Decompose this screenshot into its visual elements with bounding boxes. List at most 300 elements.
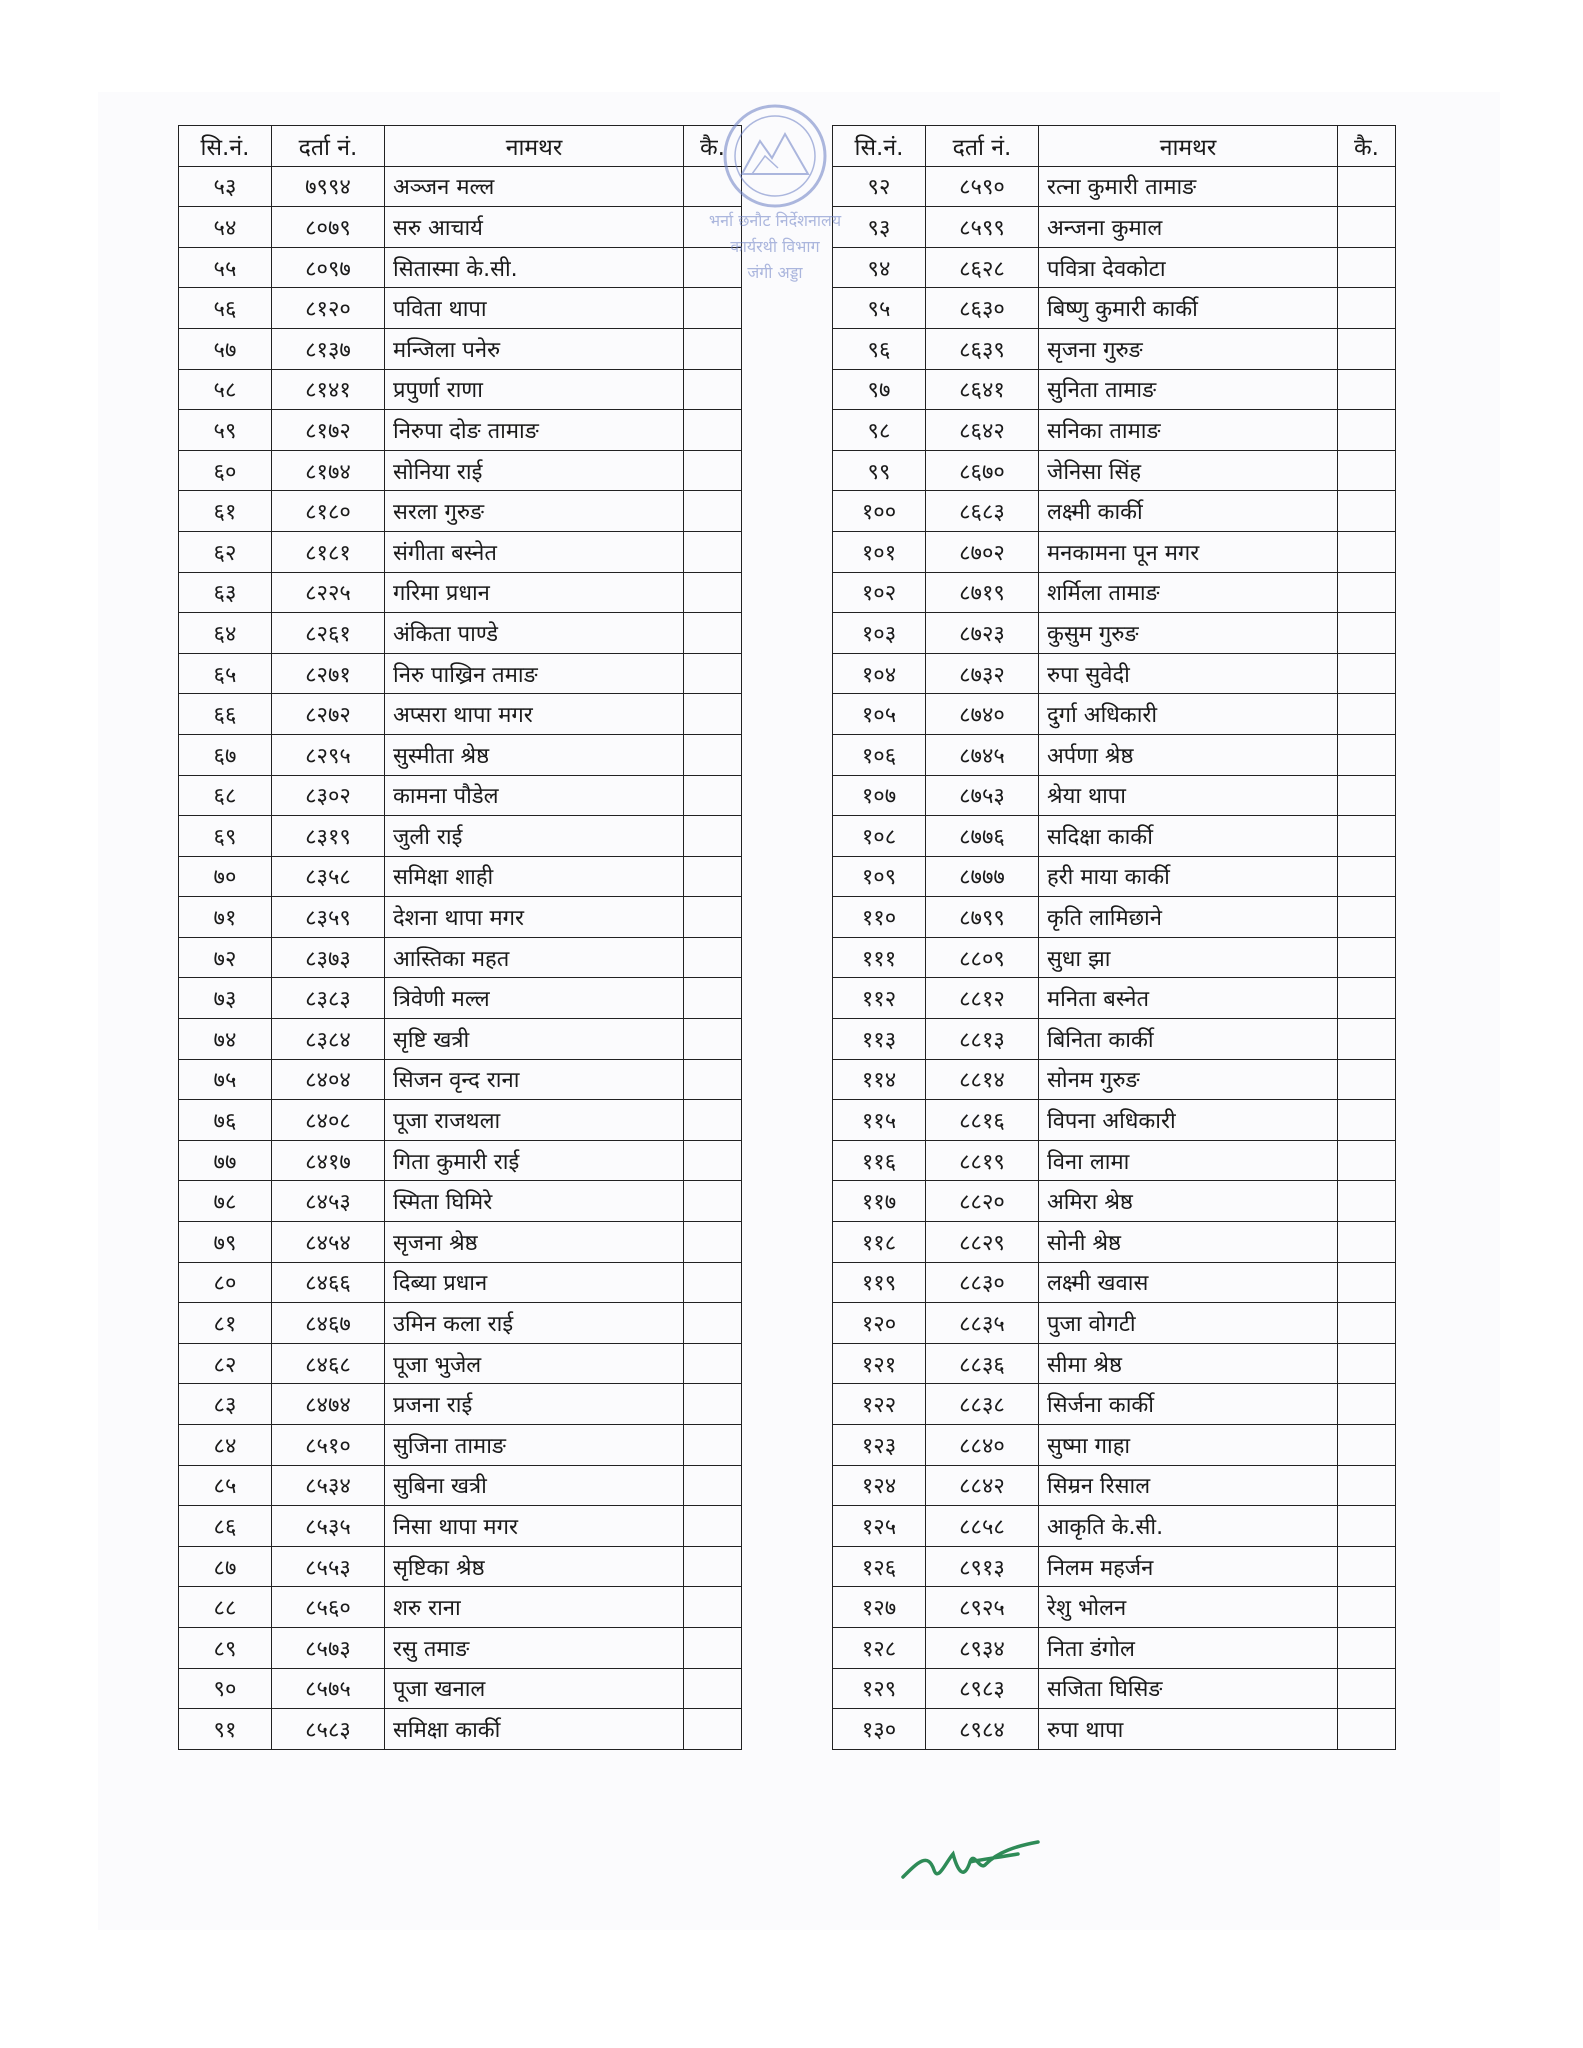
serial-cell: ९१ bbox=[179, 1709, 272, 1750]
table-row bbox=[833, 816, 1396, 857]
serial-cell: १०३ bbox=[833, 613, 926, 654]
remarks-cell bbox=[1338, 856, 1396, 897]
serial-cell: १२२ bbox=[833, 1384, 926, 1425]
remarks-cell bbox=[1338, 1587, 1396, 1628]
remarks-cell bbox=[1338, 653, 1396, 694]
registration-cell: ८८२० bbox=[926, 1181, 1039, 1222]
registration-cell: ८४०४ bbox=[272, 1059, 385, 1100]
table-row bbox=[179, 1059, 742, 1100]
table-row bbox=[179, 1506, 742, 1547]
remarks-cell bbox=[1338, 369, 1396, 410]
remarks-cell bbox=[1338, 572, 1396, 613]
header-serial: सि.नं. bbox=[833, 126, 926, 167]
name-cell: सृष्टि खत्री bbox=[385, 1019, 684, 1060]
remarks-cell bbox=[684, 1181, 742, 1222]
name-cell: सितास्मा के.सी. bbox=[385, 247, 684, 288]
registration-cell: ८८४० bbox=[926, 1425, 1039, 1466]
remarks-cell bbox=[1338, 328, 1396, 369]
header-registration: दर्ता नं. bbox=[272, 126, 385, 167]
serial-cell: १२३ bbox=[833, 1425, 926, 1466]
name-cell: रसु तमाङ bbox=[385, 1627, 684, 1668]
remarks-cell bbox=[684, 1627, 742, 1668]
table-row bbox=[179, 1425, 742, 1466]
serial-cell: ७६ bbox=[179, 1100, 272, 1141]
registration-cell: ८२९५ bbox=[272, 734, 385, 775]
remarks-cell bbox=[684, 1100, 742, 1141]
registration-cell: ८३७३ bbox=[272, 937, 385, 978]
name-cell: हरी माया कार्की bbox=[1039, 856, 1338, 897]
serial-cell: ६९ bbox=[179, 816, 272, 857]
registration-cell: ८८३६ bbox=[926, 1343, 1039, 1384]
remarks-cell bbox=[684, 1709, 742, 1750]
remarks-cell bbox=[684, 1059, 742, 1100]
serial-cell: ८१ bbox=[179, 1303, 272, 1344]
remarks-cell bbox=[1338, 1303, 1396, 1344]
registration-cell: ८१४१ bbox=[272, 369, 385, 410]
header-name: नामथर bbox=[1039, 126, 1338, 167]
table-row bbox=[833, 897, 1396, 938]
table-row bbox=[179, 653, 742, 694]
serial-cell: १२८ bbox=[833, 1627, 926, 1668]
header-registration: दर्ता नं. bbox=[926, 126, 1039, 167]
serial-cell: ५४ bbox=[179, 207, 272, 248]
serial-cell: १०८ bbox=[833, 816, 926, 857]
serial-cell: ६६ bbox=[179, 694, 272, 735]
name-cell: अमिरा श्रेष्ठ bbox=[1039, 1181, 1338, 1222]
registration-cell: ८८१३ bbox=[926, 1019, 1039, 1060]
table-row bbox=[833, 694, 1396, 735]
remarks-cell bbox=[684, 1303, 742, 1344]
registration-cell: ८७५३ bbox=[926, 775, 1039, 816]
name-cell: लक्ष्मी कार्की bbox=[1039, 491, 1338, 532]
name-cell: गिता कुमारी राई bbox=[385, 1140, 684, 1181]
table-row bbox=[833, 1709, 1396, 1750]
remarks-cell bbox=[684, 207, 742, 248]
name-cell: गरिमा प्रधान bbox=[385, 572, 684, 613]
remarks-cell bbox=[1338, 1425, 1396, 1466]
table-row bbox=[179, 572, 742, 613]
serial-cell: ९२ bbox=[833, 166, 926, 207]
remarks-cell bbox=[684, 653, 742, 694]
registration-cell: ८४७४ bbox=[272, 1384, 385, 1425]
table-row bbox=[833, 1506, 1396, 1547]
registration-cell: ८३१९ bbox=[272, 816, 385, 857]
registration-cell: ८८१४ bbox=[926, 1059, 1039, 1100]
name-cell: विपना अधिकारी bbox=[1039, 1100, 1338, 1141]
remarks-cell bbox=[1338, 450, 1396, 491]
table-row bbox=[833, 450, 1396, 491]
registration-cell: ८४५३ bbox=[272, 1181, 385, 1222]
registration-cell: ८२६१ bbox=[272, 613, 385, 654]
table-row bbox=[179, 856, 742, 897]
serial-cell: ५९ bbox=[179, 410, 272, 451]
name-cell: प्रजना राई bbox=[385, 1384, 684, 1425]
serial-cell: ७७ bbox=[179, 1140, 272, 1181]
remarks-cell bbox=[684, 1140, 742, 1181]
serial-cell: ७० bbox=[179, 856, 272, 897]
serial-cell: ११२ bbox=[833, 978, 926, 1019]
serial-cell: ११६ bbox=[833, 1140, 926, 1181]
remarks-cell bbox=[684, 613, 742, 654]
registration-cell: ८९३४ bbox=[926, 1627, 1039, 1668]
remarks-cell bbox=[684, 1668, 742, 1709]
name-cell: निता डंगोल bbox=[1039, 1627, 1338, 1668]
serial-cell: ८७ bbox=[179, 1546, 272, 1587]
registration-cell: ८१७२ bbox=[272, 410, 385, 451]
name-cell: समिक्षा शाही bbox=[385, 856, 684, 897]
serial-cell: १२५ bbox=[833, 1506, 926, 1547]
seal-text-3: जंगी अड्डा bbox=[747, 263, 803, 282]
serial-cell: ८० bbox=[179, 1262, 272, 1303]
serial-cell: ६१ bbox=[179, 491, 272, 532]
table-row bbox=[179, 491, 742, 532]
serial-cell: ११३ bbox=[833, 1019, 926, 1060]
remarks-cell bbox=[1338, 694, 1396, 735]
remarks-cell bbox=[1338, 1384, 1396, 1425]
remarks-cell bbox=[684, 1222, 742, 1263]
table-body-left bbox=[179, 166, 742, 1749]
name-cell: उमिन कला राई bbox=[385, 1303, 684, 1344]
name-cell: आस्तिका महत bbox=[385, 937, 684, 978]
serial-cell: ९९ bbox=[833, 450, 926, 491]
remarks-cell bbox=[684, 856, 742, 897]
remarks-cell bbox=[1338, 775, 1396, 816]
name-cell: बिष्णु कुमारी कार्की bbox=[1039, 288, 1338, 329]
remarks-cell bbox=[1338, 207, 1396, 248]
name-cell: सीमा श्रेष्ठ bbox=[1039, 1343, 1338, 1384]
remarks-cell bbox=[1338, 1709, 1396, 1750]
remarks-cell bbox=[1338, 978, 1396, 1019]
serial-cell: ६७ bbox=[179, 734, 272, 775]
registration-cell: ८७४५ bbox=[926, 734, 1039, 775]
name-cell: संगीता बस्नेत bbox=[385, 531, 684, 572]
table-row bbox=[179, 1303, 742, 1344]
serial-cell: ८६ bbox=[179, 1506, 272, 1547]
name-cell: पूजा खनाल bbox=[385, 1668, 684, 1709]
table-row bbox=[833, 207, 1396, 248]
registration-cell: ८०७९ bbox=[272, 207, 385, 248]
table-header-row bbox=[179, 126, 742, 167]
table-row bbox=[179, 775, 742, 816]
table-row bbox=[179, 1222, 742, 1263]
remarks-cell bbox=[684, 1343, 742, 1384]
table-row bbox=[179, 1100, 742, 1141]
registration-cell: ८९८४ bbox=[926, 1709, 1039, 1750]
serial-cell: ९५ bbox=[833, 288, 926, 329]
remarks-cell bbox=[1338, 1222, 1396, 1263]
remarks-cell bbox=[684, 1546, 742, 1587]
remarks-cell bbox=[1338, 1181, 1396, 1222]
serial-cell: ७२ bbox=[179, 937, 272, 978]
name-cell: सिर्जना कार्की bbox=[1039, 1384, 1338, 1425]
table-row bbox=[833, 978, 1396, 1019]
table-row bbox=[833, 937, 1396, 978]
table-row bbox=[179, 1140, 742, 1181]
registration-cell: ८१८१ bbox=[272, 531, 385, 572]
registration-cell: ८५८३ bbox=[272, 1709, 385, 1750]
name-cell: निरुपा दोङ तामाङ bbox=[385, 410, 684, 451]
table-row bbox=[179, 937, 742, 978]
name-cell: त्रिवेणी मल्ल bbox=[385, 978, 684, 1019]
serial-cell: ७४ bbox=[179, 1019, 272, 1060]
name-cell: लक्ष्मी खवास bbox=[1039, 1262, 1338, 1303]
table-row bbox=[833, 247, 1396, 288]
table-row bbox=[179, 1546, 742, 1587]
name-cell: बिनिता कार्की bbox=[1039, 1019, 1338, 1060]
registration-cell: ८१८० bbox=[272, 491, 385, 532]
registration-cell: ८५५३ bbox=[272, 1546, 385, 1587]
name-cell: सृष्टिका श्रेष्ठ bbox=[385, 1546, 684, 1587]
serial-cell: ९६ bbox=[833, 328, 926, 369]
serial-cell: ९४ bbox=[833, 247, 926, 288]
candidate-table-left bbox=[178, 125, 742, 1750]
name-cell: अंकिता पाण्डे bbox=[385, 613, 684, 654]
table-row bbox=[179, 1343, 742, 1384]
remarks-cell bbox=[1338, 1546, 1396, 1587]
registration-cell: ८७०२ bbox=[926, 531, 1039, 572]
table-row bbox=[179, 410, 742, 451]
serial-cell: ५८ bbox=[179, 369, 272, 410]
registration-cell: ८७४० bbox=[926, 694, 1039, 735]
registration-cell: ८१३७ bbox=[272, 328, 385, 369]
name-cell: सिजन वृन्द राना bbox=[385, 1059, 684, 1100]
registration-cell: ८५७५ bbox=[272, 1668, 385, 1709]
name-cell: अञ्जन मल्ल bbox=[385, 166, 684, 207]
remarks-cell bbox=[1338, 166, 1396, 207]
name-cell: मनिता बस्नेत bbox=[1039, 978, 1338, 1019]
seal-text-2: कार्यरथी विभाग bbox=[730, 237, 820, 256]
serial-cell: ७१ bbox=[179, 897, 272, 938]
name-cell: निलम महर्जन bbox=[1039, 1546, 1338, 1587]
serial-cell: १०४ bbox=[833, 653, 926, 694]
header-name: नामथर bbox=[385, 126, 684, 167]
registration-cell: ८१२० bbox=[272, 288, 385, 329]
remarks-cell bbox=[1338, 1506, 1396, 1547]
name-cell: रत्ना कुमारी तामाङ bbox=[1039, 166, 1338, 207]
registration-cell: ८६७० bbox=[926, 450, 1039, 491]
serial-cell: ११४ bbox=[833, 1059, 926, 1100]
remarks-cell bbox=[684, 1019, 742, 1060]
name-cell: पविता थापा bbox=[385, 288, 684, 329]
name-cell: सोनम गुरुङ bbox=[1039, 1059, 1338, 1100]
name-cell: सनिका तामाङ bbox=[1039, 410, 1338, 451]
remarks-cell bbox=[684, 1425, 742, 1466]
table-row bbox=[833, 1343, 1396, 1384]
serial-cell: ८५ bbox=[179, 1465, 272, 1506]
table-row bbox=[833, 1019, 1396, 1060]
remarks-cell bbox=[1338, 1627, 1396, 1668]
table-row bbox=[179, 1627, 742, 1668]
name-cell: जुली राई bbox=[385, 816, 684, 857]
serial-cell: १२० bbox=[833, 1303, 926, 1344]
name-cell: शरु राना bbox=[385, 1587, 684, 1628]
registration-cell: ८३०२ bbox=[272, 775, 385, 816]
registration-cell: ८७९९ bbox=[926, 897, 1039, 938]
name-cell: रुपा सुवेदी bbox=[1039, 653, 1338, 694]
remarks-cell bbox=[684, 288, 742, 329]
name-cell: रेशु भोलन bbox=[1039, 1587, 1338, 1628]
header-serial: सि.नं. bbox=[179, 126, 272, 167]
registration-cell: ८८३० bbox=[926, 1262, 1039, 1303]
registration-cell: ८९८३ bbox=[926, 1668, 1039, 1709]
remarks-cell bbox=[684, 1465, 742, 1506]
table-row bbox=[833, 328, 1396, 369]
serial-cell: १२४ bbox=[833, 1465, 926, 1506]
header-remarks: कै. bbox=[684, 126, 742, 167]
table-row bbox=[179, 734, 742, 775]
table-row bbox=[833, 369, 1396, 410]
table-row bbox=[179, 1019, 742, 1060]
serial-cell: ११७ bbox=[833, 1181, 926, 1222]
remarks-cell bbox=[684, 1384, 742, 1425]
name-cell: निसा थापा मगर bbox=[385, 1506, 684, 1547]
serial-cell: ९८ bbox=[833, 410, 926, 451]
registration-cell: ८८०९ bbox=[926, 937, 1039, 978]
remarks-cell bbox=[684, 1262, 742, 1303]
serial-cell: ११८ bbox=[833, 1222, 926, 1263]
table-row bbox=[833, 1140, 1396, 1181]
name-cell: पूजा भुजेल bbox=[385, 1343, 684, 1384]
serial-cell: ७५ bbox=[179, 1059, 272, 1100]
table-row bbox=[833, 1587, 1396, 1628]
table-row bbox=[179, 207, 742, 248]
remarks-cell bbox=[684, 694, 742, 735]
registration-cell: ८८१९ bbox=[926, 1140, 1039, 1181]
registration-cell: ८४१७ bbox=[272, 1140, 385, 1181]
table-row bbox=[833, 1059, 1396, 1100]
serial-cell: ८९ bbox=[179, 1627, 272, 1668]
table-row bbox=[179, 897, 742, 938]
table-row bbox=[833, 653, 1396, 694]
name-cell: निरु पाख्रिन तमाङ bbox=[385, 653, 684, 694]
table-row bbox=[179, 1668, 742, 1709]
serial-cell: ६२ bbox=[179, 531, 272, 572]
remarks-cell bbox=[684, 247, 742, 288]
remarks-cell bbox=[1338, 288, 1396, 329]
remarks-cell bbox=[1338, 247, 1396, 288]
table-header-row bbox=[833, 126, 1396, 167]
serial-cell: ५६ bbox=[179, 288, 272, 329]
serial-cell: ७८ bbox=[179, 1181, 272, 1222]
remarks-cell bbox=[684, 816, 742, 857]
registration-cell: ८५९० bbox=[926, 166, 1039, 207]
remarks-cell bbox=[1338, 613, 1396, 654]
name-cell: कुसुम गुरुङ bbox=[1039, 613, 1338, 654]
serial-cell: ६० bbox=[179, 450, 272, 491]
serial-cell: ६८ bbox=[179, 775, 272, 816]
serial-cell: ६४ bbox=[179, 613, 272, 654]
table-row bbox=[179, 1465, 742, 1506]
registration-cell: ८३५८ bbox=[272, 856, 385, 897]
name-cell: रुपा थापा bbox=[1039, 1709, 1338, 1750]
name-cell: कामना पौडेल bbox=[385, 775, 684, 816]
remarks-cell bbox=[684, 166, 742, 207]
table-row bbox=[833, 1668, 1396, 1709]
serial-cell: ५३ bbox=[179, 166, 272, 207]
name-cell: शर्मिला तामाङ bbox=[1039, 572, 1338, 613]
remarks-cell bbox=[684, 1506, 742, 1547]
serial-cell: ११५ bbox=[833, 1100, 926, 1141]
serial-cell: १०६ bbox=[833, 734, 926, 775]
table-row bbox=[179, 288, 742, 329]
registration-cell: ८४६७ bbox=[272, 1303, 385, 1344]
serial-cell: ८४ bbox=[179, 1425, 272, 1466]
remarks-cell bbox=[684, 978, 742, 1019]
seal-text-1: भर्ना छनौट निर्देशनालय bbox=[708, 211, 842, 230]
registration-cell: ८५१० bbox=[272, 1425, 385, 1466]
serial-cell: १०५ bbox=[833, 694, 926, 735]
table-row bbox=[833, 1546, 1396, 1587]
serial-cell: १०२ bbox=[833, 572, 926, 613]
registration-cell: ८९२५ bbox=[926, 1587, 1039, 1628]
registration-cell: ८६२८ bbox=[926, 247, 1039, 288]
remarks-cell bbox=[1338, 1100, 1396, 1141]
serial-cell: १२९ bbox=[833, 1668, 926, 1709]
name-cell: सिम्रन रिसाल bbox=[1039, 1465, 1338, 1506]
remarks-cell bbox=[1338, 1059, 1396, 1100]
registration-cell: ८३८३ bbox=[272, 978, 385, 1019]
registration-cell: ८२७१ bbox=[272, 653, 385, 694]
registration-cell: ८०९७ bbox=[272, 247, 385, 288]
name-cell: सजिता घिसिङ bbox=[1039, 1668, 1338, 1709]
name-cell: सुनिता तामाङ bbox=[1039, 369, 1338, 410]
registration-cell: ८१७४ bbox=[272, 450, 385, 491]
table-row bbox=[833, 491, 1396, 532]
serial-cell: १०९ bbox=[833, 856, 926, 897]
registration-cell: ८८४२ bbox=[926, 1465, 1039, 1506]
name-cell: सरु आचार्य bbox=[385, 207, 684, 248]
name-cell: विना लामा bbox=[1039, 1140, 1338, 1181]
name-cell: अन्जना कुमाल bbox=[1039, 207, 1338, 248]
remarks-cell bbox=[1338, 897, 1396, 938]
name-cell: सृजना गुरुङ bbox=[1039, 328, 1338, 369]
table-row bbox=[833, 572, 1396, 613]
name-cell: पुजा वोगटी bbox=[1039, 1303, 1338, 1344]
table-row bbox=[179, 1262, 742, 1303]
serial-cell: १२६ bbox=[833, 1546, 926, 1587]
registration-cell: ८४६८ bbox=[272, 1343, 385, 1384]
remarks-cell bbox=[684, 491, 742, 532]
registration-cell: ८७३२ bbox=[926, 653, 1039, 694]
table-row bbox=[179, 1181, 742, 1222]
table-row bbox=[833, 856, 1396, 897]
remarks-cell bbox=[1338, 1019, 1396, 1060]
table-row bbox=[833, 288, 1396, 329]
registration-cell: ८७७६ bbox=[926, 816, 1039, 857]
table-row bbox=[833, 1465, 1396, 1506]
name-cell: दुर्गा अधिकारी bbox=[1039, 694, 1338, 735]
remarks-cell bbox=[1338, 491, 1396, 532]
remarks-cell bbox=[684, 897, 742, 938]
table-row bbox=[833, 410, 1396, 451]
name-cell: सुजिना तामाङ bbox=[385, 1425, 684, 1466]
registration-cell: ८६३० bbox=[926, 288, 1039, 329]
registration-cell: ८८३८ bbox=[926, 1384, 1039, 1425]
registration-cell: ८८१६ bbox=[926, 1100, 1039, 1141]
registration-cell: ८७२३ bbox=[926, 613, 1039, 654]
name-cell: मन्जिला पनेरु bbox=[385, 328, 684, 369]
table-row bbox=[833, 531, 1396, 572]
name-cell: आकृति के.सी. bbox=[1039, 1506, 1338, 1547]
table-row bbox=[179, 166, 742, 207]
name-cell: सोनी श्रेष्ठ bbox=[1039, 1222, 1338, 1263]
name-cell: सोनिया राई bbox=[385, 450, 684, 491]
name-cell: प्रपुर्णा राणा bbox=[385, 369, 684, 410]
table-row bbox=[179, 978, 742, 1019]
registration-cell: ८६३९ bbox=[926, 328, 1039, 369]
remarks-cell bbox=[1338, 937, 1396, 978]
name-cell: सृजना श्रेष्ठ bbox=[385, 1222, 684, 1263]
